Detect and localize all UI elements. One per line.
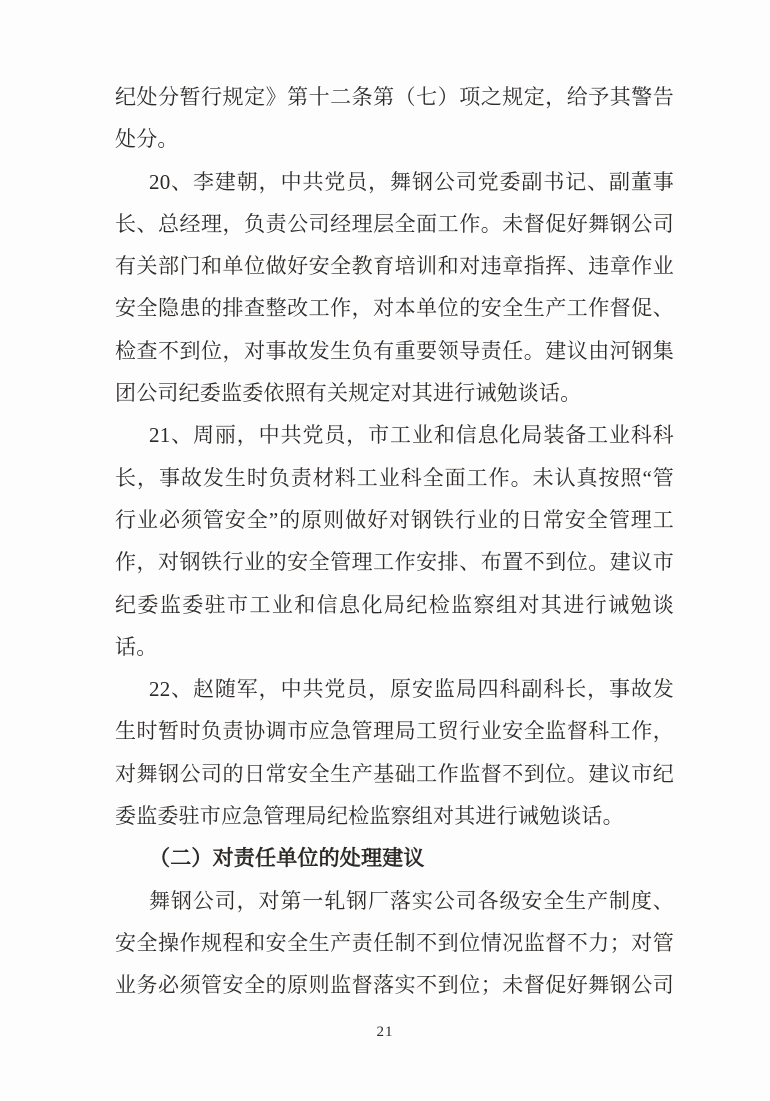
text-line: 话。 bbox=[115, 634, 158, 659]
text-line: 检查不到位，对事故发生负有重要领导责任。建议由河钢集 bbox=[115, 338, 674, 363]
text-line: 安全操作规程和安全生产责任制不到位情况监督不力；对管 bbox=[115, 930, 674, 955]
text-line: 舞钢公司，对第一轧钢厂落实公司各级安全生产制度、 bbox=[149, 888, 674, 913]
text-line: 团公司纪委监委依照有关规定对其进行诫勉谈话。 bbox=[115, 381, 582, 406]
text-line: 22、赵随军，中共党员，原安监局四科副科长，事故发 bbox=[149, 677, 674, 702]
text-line: 生时暂时负责协调市应急管理局工贸行业安全监督科工作， bbox=[115, 719, 674, 744]
text-line: 纪委监委驻市工业和信息化局纪检监察组对其进行诫勉谈 bbox=[115, 592, 674, 617]
text-line: 安全隐患的排查整改工作，对本单位的安全生产工作督促、 bbox=[115, 296, 674, 321]
text-line: 行业必须管安全”的原则做好对钢铁行业的日常安全管理工 bbox=[115, 507, 674, 532]
text-line: 对舞钢公司的日常安全生产基础工作监督不到位。建议市纪 bbox=[115, 761, 674, 786]
page-number: 21 bbox=[376, 1024, 394, 1040]
text-line: 业务必须管安全的原则监督落实不到位；未督促好舞钢公司 bbox=[115, 973, 674, 998]
text-line: 20、李建朝，中共党员，舞钢公司党委副书记、副董事 bbox=[149, 169, 674, 194]
text-line: 有关部门和单位做好安全教育培训和对违章指挥、违章作业 bbox=[115, 254, 674, 279]
text-line: 长，事故发生时负责材料工业科全面工作。未认真按照“管 bbox=[115, 465, 674, 490]
document-body bbox=[115, 76, 674, 1007]
section-heading: （二）对责任单位的处理建议 bbox=[149, 846, 425, 871]
text-line: 长、总经理，负责公司经理层全面工作。未督促好舞钢公司 bbox=[115, 211, 674, 236]
text-line: 作，对钢铁行业的安全管理工作安排、布置不到位。建议市 bbox=[115, 550, 674, 575]
text-line: 处分。 bbox=[115, 127, 179, 152]
text-line: 纪处分暂行规定》第十二条第（七）项之规定，给予其警告 bbox=[115, 85, 674, 109]
text-line: 委监委驻市应急管理局纪检监察组对其进行诫勉谈话。 bbox=[115, 804, 624, 829]
text-line: 21、周丽，中共党员，市工业和信息化局装备工业科科 bbox=[149, 423, 674, 448]
